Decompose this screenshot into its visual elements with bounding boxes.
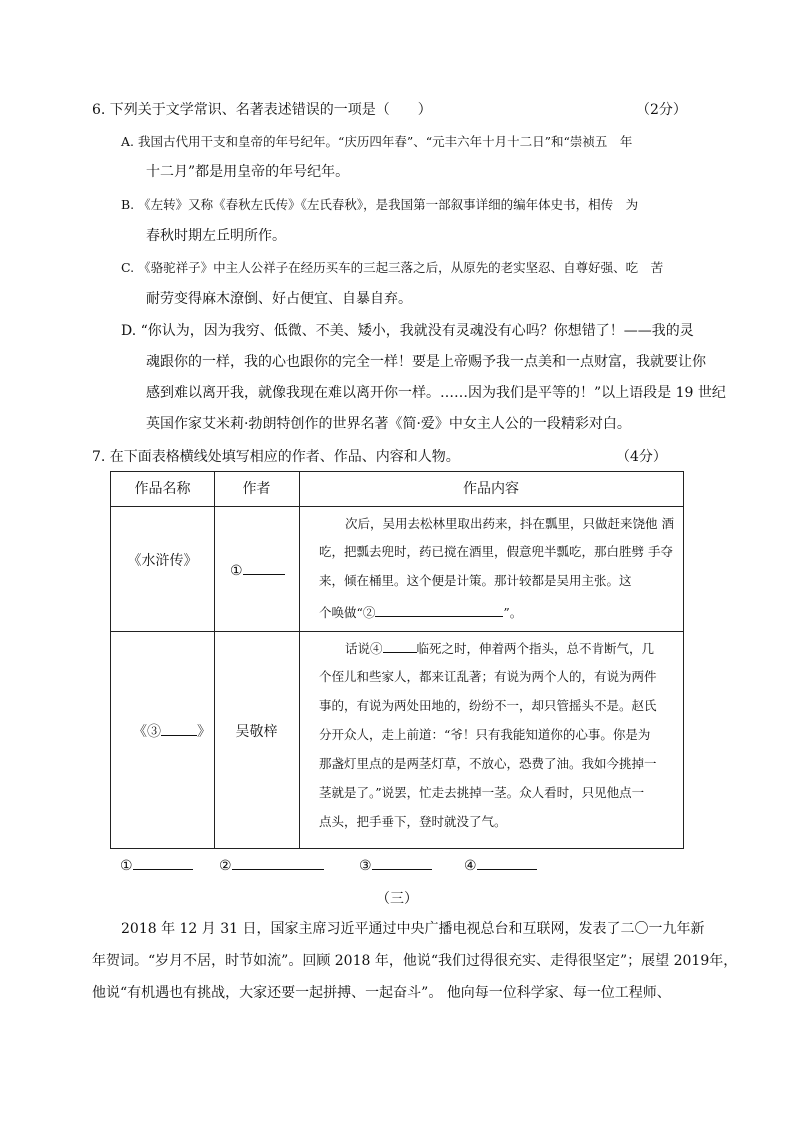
q6-option-b-line2: 春秋时期左丘明所作。 <box>146 228 286 244</box>
blank-4-line[interactable] <box>383 640 417 653</box>
q6-option-a-line1: A. 我国古代用干支和皇帝的年号纪年。“庆历四年春”、“元丰六年十月十二日”和“崇祯五 年 <box>121 134 633 149</box>
row2-work-close: 》 <box>197 724 211 740</box>
row1-content-line2: 吃，把瓢去兜时，药已搅在酒里，假意兜半瓢吃，那白胜劈 手夺 <box>319 544 673 559</box>
q6-score: （2分） <box>636 102 687 118</box>
q6-option-d-line3: 感到难以离开我，就像我现在难以离开你一样。……因为我们是平等的！”以上语段是 19 世纪 <box>146 385 726 401</box>
answer-4-line <box>477 857 537 870</box>
q6-stem: 6. 下列关于文学常识、名著表述错误的一项是（ ） <box>92 102 432 118</box>
q6-option-c-line2: 耐劳变得麻木潦倒、好占便宜、自暴自弃。 <box>146 291 412 307</box>
row2-content-line5: 那盏灯里点的是两茎灯草，不放心，恐费了油。我如今挑掉一 <box>319 756 657 771</box>
row2-content-line1 <box>345 640 654 657</box>
blank-4-label: 话说④ <box>345 641 383 656</box>
section-title: （三） <box>376 891 418 907</box>
blank-1-line <box>243 562 285 575</box>
blank-3-line <box>161 723 197 736</box>
blank-2-label: 个唤做“② <box>319 605 376 620</box>
section-para-line1: 2018 年 12 月 31 日，国家主席习近平通过中央广播电视总台和互联网，发表了二〇一九年新 <box>121 921 705 937</box>
row1-content-close: ”。 <box>503 605 523 620</box>
answer-blank-1[interactable] <box>120 857 193 875</box>
row1-author-blank[interactable] <box>230 562 285 580</box>
row1-content-line4 <box>319 604 522 621</box>
q6-option-d-line4: 英国作家艾米莉·勃朗特创作的世界名著《简·爱》中女主人公的一段精彩对白。 <box>146 416 631 432</box>
q6-option-b-line1: B. 《左转》又称《春秋左氏传》《左氏春秋》，是我国第一部叙事详细的编年体史书，相传 为 <box>121 197 639 212</box>
q6-option-c-line1: C. 《骆驼祥子》中主人公祥子在经历买车的三起三落之后，从原先的老实坚忍、自尊好强、吃 苦 <box>121 260 664 275</box>
answer-blank-2[interactable] <box>219 857 324 875</box>
q7-stem: 7. 在下面表格横线处填写相应的作者、作品、内容和人物。 <box>92 449 460 465</box>
answer-3-line <box>372 857 432 870</box>
q6-option-a-line2: 十二月”都是用皇帝的年号纪年。 <box>146 164 350 180</box>
row2-work[interactable] <box>133 723 211 741</box>
blank-3-label: 《③ <box>133 724 161 740</box>
table-header-work: 作品名称 <box>134 481 191 497</box>
table-header-content: 作品内容 <box>463 481 519 497</box>
table-header-author: 作者 <box>242 481 271 497</box>
section-para-line2: 年贺词。“岁月不居，时节如流”。回顾 2018 年，他说“我们过得很充实、走得很坚定”；展望 2019年， <box>92 953 738 969</box>
answer-blank-3[interactable] <box>359 857 432 875</box>
row2-content-line6: 茎就是了。”说罢，忙走去挑掉一茎。众人看时，只见他点一 <box>319 785 645 800</box>
row2-author: 吴敬梓 <box>235 724 278 740</box>
answer-4-label: ④ <box>464 858 477 874</box>
answer-2-label: ② <box>219 858 232 874</box>
row1-work: 《水浒传》 <box>127 553 198 569</box>
section-para-line3: 他说“有机遇也有挑战，大家还要一起拼搏、一起奋斗”。 他向每一位科学家、每一位工程师、 <box>92 985 671 1001</box>
answer-2-line <box>232 857 324 870</box>
row2-content-line2: 个侄儿和些家人，都来讧乱著；有说为两个人的，有说为两件 <box>319 669 657 684</box>
blank-2-line[interactable] <box>375 604 503 617</box>
row1-content-line3: 来，倾在桶里。这个便是计策。那计较都是吴用主张。这 <box>319 573 632 588</box>
row1-content-line1: 次后，吴用去松林里取出药来，抖在瓢里，只做赶来饶他 酒 <box>345 516 674 531</box>
answer-1-line <box>133 857 193 870</box>
q7-table <box>110 471 684 849</box>
answer-3-label: ③ <box>359 858 372 874</box>
row2-content-line7: 点头，把手垂下，登时就没了气。 <box>319 814 507 829</box>
row2-content-line1-rest: 临死之时，伸着两个指头，总不肯断气，几 <box>416 641 655 656</box>
answer-blank-4[interactable] <box>464 857 537 875</box>
row2-content-line4: 分开众人，走上前道：“爷！只有我能知道你的心事。你是为 <box>319 727 651 742</box>
answer-1-label: ① <box>120 858 133 874</box>
row2-content-line3: 事的，有说为两处田地的，纷纷不一，却只管摇头不是。赵氏 <box>319 698 657 713</box>
q6-option-d-line1: D. “你认为，因为我穷、低微、不美、矮小，我就没有灵魂没有心吗？你想错了！——我的灵 <box>121 323 694 339</box>
q6-option-d-line2: 魂跟你的一样，我的心也跟你的完全一样！要是上帝赐予我一点美和一点财富，我就要让你 <box>146 354 706 370</box>
blank-1-label: ① <box>230 563 243 579</box>
q7-score: （4分） <box>616 449 667 465</box>
